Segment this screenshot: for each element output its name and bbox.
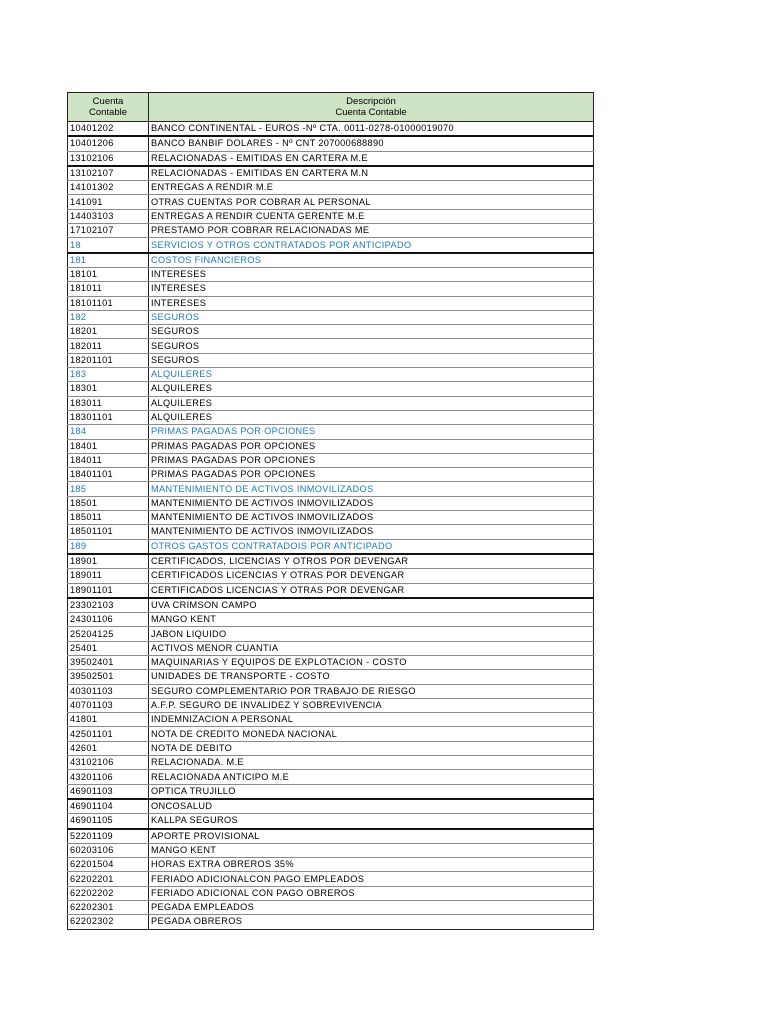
- account-code-cell[interactable]: 46901104: [68, 799, 149, 814]
- account-code-cell[interactable]: 18901: [68, 554, 149, 569]
- table-row: [68, 525, 594, 539]
- table-row: [68, 325, 594, 339]
- accounts-table: [67, 92, 594, 930]
- account-description-cell[interactable]: ALQUILERES: [149, 368, 594, 382]
- account-code-cell[interactable]: 41801: [68, 713, 149, 727]
- account-code-cell[interactable]: 62202202: [68, 886, 149, 900]
- account-description-cell[interactable]: INDEMNIZACION A PERSONAL: [149, 713, 594, 727]
- table-row: [68, 613, 594, 627]
- account-description-cell[interactable]: RELACIONADAS - EMITIDAS EN CARTERA M.E: [149, 151, 594, 166]
- account-code-cell[interactable]: 25401: [68, 641, 149, 655]
- account-code-cell[interactable]: 42501101: [68, 727, 149, 741]
- account-description-cell[interactable]: MANTENIMIENTO DE ACTIVOS INMOVILIZADOS: [149, 525, 594, 539]
- table-row: [68, 122, 594, 137]
- account-code-cell[interactable]: 46901103: [68, 784, 149, 799]
- account-description-cell[interactable]: MANTENIMIENTO DE ACTIVOS INMOVILIZADOS: [149, 511, 594, 525]
- table-row: [68, 627, 594, 641]
- table-row: [68, 296, 594, 310]
- table-row: [68, 886, 594, 900]
- account-code-cell[interactable]: 181: [68, 253, 149, 268]
- account-description-cell[interactable]: SEGUROS: [149, 339, 594, 353]
- account-code-cell[interactable]: 40301103: [68, 684, 149, 698]
- account-code-cell[interactable]: 43102106: [68, 756, 149, 770]
- table-row: [68, 468, 594, 482]
- table-row: [68, 741, 594, 755]
- account-code-cell[interactable]: 14403103: [68, 209, 149, 223]
- account-code-cell[interactable]: 24301106: [68, 613, 149, 627]
- header-col2-line1: Descripción: [346, 96, 396, 107]
- header-col1-line1: Cuenta: [92, 96, 124, 107]
- account-code-cell[interactable]: 18201: [68, 325, 149, 339]
- account-description-cell[interactable]: UVA CRIMSON CAMPO: [149, 598, 594, 613]
- account-code-cell[interactable]: 18401: [68, 439, 149, 453]
- table-row: [68, 598, 594, 613]
- account-code-cell[interactable]: 18301101: [68, 410, 149, 424]
- account-code-cell[interactable]: 62201504: [68, 858, 149, 872]
- table-row: [68, 439, 594, 453]
- account-code-cell[interactable]: 10401206: [68, 136, 149, 151]
- account-description-cell[interactable]: INTERESES: [149, 296, 594, 310]
- account-code-cell[interactable]: 184: [68, 425, 149, 439]
- table-row: [68, 583, 594, 598]
- table-row: [68, 698, 594, 712]
- account-description-cell[interactable]: APORTE PROVISIONAL: [149, 829, 594, 844]
- table-row: [68, 267, 594, 281]
- table-row: [68, 382, 594, 396]
- account-description-cell[interactable]: KALLPA SEGUROS: [149, 814, 594, 829]
- account-description-cell[interactable]: ALQUILERES: [149, 396, 594, 410]
- account-description-cell[interactable]: SEGURO COMPLEMENTARIO POR TRABAJO DE RIESGO: [149, 684, 594, 698]
- account-description-cell[interactable]: RELACIONADA. M.E: [149, 756, 594, 770]
- account-code-cell[interactable]: 62202201: [68, 872, 149, 886]
- table-row: [68, 829, 594, 844]
- account-description-cell[interactable]: ALQUILERES: [149, 410, 594, 424]
- account-code-cell[interactable]: 185011: [68, 511, 149, 525]
- table-row: [68, 784, 594, 799]
- account-code-cell[interactable]: 18401101: [68, 468, 149, 482]
- table-row: [68, 238, 594, 253]
- account-code-cell[interactable]: 40701103: [68, 698, 149, 712]
- table-row: [68, 569, 594, 583]
- header-descripcion[interactable]: [149, 93, 594, 122]
- account-description-cell[interactable]: UNIDADES DE TRANSPORTE - COSTO: [149, 670, 594, 684]
- account-code-cell[interactable]: 189: [68, 539, 149, 554]
- table-row: [68, 713, 594, 727]
- account-code-cell[interactable]: 18101: [68, 267, 149, 281]
- account-code-cell[interactable]: 62202301: [68, 901, 149, 915]
- account-description-cell[interactable]: SERVICIOS Y OTROS CONTRATADOS POR ANTICIPADO: [149, 238, 594, 253]
- account-code-cell[interactable]: 39502401: [68, 655, 149, 669]
- table-row: [68, 151, 594, 166]
- account-code-cell[interactable]: 42601: [68, 741, 149, 755]
- table-row: [68, 224, 594, 238]
- table-row: [68, 166, 594, 181]
- account-description-cell[interactable]: ENTREGAS A RENDIR M.E: [149, 181, 594, 195]
- account-code-cell[interactable]: 60203106: [68, 843, 149, 857]
- table-row: [68, 655, 594, 669]
- account-description-cell[interactable]: FERIADO ADICIONAL CON PAGO OBREROS: [149, 886, 594, 900]
- account-code-cell[interactable]: 43201106: [68, 770, 149, 784]
- account-description-cell[interactable]: RELACIONADA ANTICIPO M.E: [149, 770, 594, 784]
- table-row: [68, 554, 594, 569]
- account-code-cell[interactable]: 18301: [68, 382, 149, 396]
- account-code-cell[interactable]: 189011: [68, 569, 149, 583]
- account-description-cell[interactable]: PEGADA OBREROS: [149, 915, 594, 929]
- account-code-cell[interactable]: 25204125: [68, 627, 149, 641]
- table-row: [68, 539, 594, 554]
- account-description-cell[interactable]: BANCO CONTINENTAL - EUROS -Nº CTA. 0011-0278-01000019070: [149, 122, 594, 137]
- account-code-cell[interactable]: 23302103: [68, 598, 149, 613]
- account-code-cell[interactable]: 185: [68, 482, 149, 496]
- table-row: [68, 684, 594, 698]
- header-col1-line2: Contable: [88, 107, 128, 118]
- account-description-cell[interactable]: CERTIFICADOS LICENCIAS Y OTRAS POR DEVENGAR: [149, 583, 594, 598]
- account-description-cell[interactable]: JABON LIQUIDO: [149, 627, 594, 641]
- account-description-cell[interactable]: ACTIVOS MENOR CUANTIA: [149, 641, 594, 655]
- account-code-cell[interactable]: 18: [68, 238, 149, 253]
- account-code-cell[interactable]: 18201101: [68, 353, 149, 367]
- account-code-cell[interactable]: 14101302: [68, 181, 149, 195]
- account-description-cell[interactable]: MANTENIMIENTO DE ACTIVOS INMOVILIZADOS: [149, 496, 594, 510]
- account-code-cell[interactable]: 141091: [68, 195, 149, 209]
- table-row: [68, 872, 594, 886]
- table-header-row: [68, 93, 594, 122]
- table-row: [68, 727, 594, 741]
- table-row: [68, 253, 594, 268]
- account-description-cell[interactable]: SEGUROS: [149, 325, 594, 339]
- table-row: [68, 482, 594, 496]
- account-description-cell[interactable]: INTERESES: [149, 282, 594, 296]
- table-row: [68, 181, 594, 195]
- table-row: [68, 410, 594, 424]
- table-row: [68, 195, 594, 209]
- account-description-cell[interactable]: CERTIFICADOS, LICENCIAS Y OTROS POR DEVENGAR: [149, 554, 594, 569]
- account-description-cell[interactable]: PRIMAS PAGADAS POR OPCIONES: [149, 439, 594, 453]
- account-description-cell[interactable]: SEGUROS: [149, 310, 594, 324]
- table-row: [68, 670, 594, 684]
- account-code-cell[interactable]: 18501: [68, 496, 149, 510]
- table-body: [68, 122, 594, 930]
- account-code-cell[interactable]: 184011: [68, 453, 149, 467]
- account-description-cell[interactable]: ENTREGAS A RENDIR CUENTA GERENTE M.E: [149, 209, 594, 223]
- table-row: [68, 136, 594, 151]
- account-code-cell[interactable]: 39502501: [68, 670, 149, 684]
- account-description-cell[interactable]: MANGO KENT: [149, 843, 594, 857]
- account-description-cell[interactable]: A.F.P. SEGURO DE INVALIDEZ Y SOBREVIVENCIA: [149, 698, 594, 712]
- table-row: [68, 814, 594, 829]
- table-row: [68, 843, 594, 857]
- table-row: [68, 453, 594, 467]
- account-code-cell[interactable]: 182: [68, 310, 149, 324]
- account-description-cell[interactable]: OPTICA TRUJILLO: [149, 784, 594, 799]
- account-code-cell[interactable]: 18101101: [68, 296, 149, 310]
- account-description-cell[interactable]: RELACIONADAS - EMITIDAS EN CARTERA M.N: [149, 166, 594, 181]
- account-description-cell[interactable]: CERTIFICADOS LICENCIAS Y OTRAS POR DEVENGAR: [149, 569, 594, 583]
- account-description-cell[interactable]: MAQUINARIAS Y EQUIPOS DE EXPLOTACION - COSTO: [149, 655, 594, 669]
- account-code-cell[interactable]: 62202302: [68, 915, 149, 929]
- account-description-cell[interactable]: PRIMAS PAGADAS POR OPCIONES: [149, 453, 594, 467]
- table-row: [68, 858, 594, 872]
- account-code-cell[interactable]: 52201109: [68, 829, 149, 844]
- account-description-cell[interactable]: BANCO BANBIF DOLARES - Nº CNT 207000688890: [149, 136, 594, 151]
- table-row: [68, 353, 594, 367]
- account-description-cell[interactable]: PRESTAMO POR COBRAR RELACIONADAS ME: [149, 224, 594, 238]
- table-row: [68, 282, 594, 296]
- account-code-cell[interactable]: 18501101: [68, 525, 149, 539]
- table-row: [68, 770, 594, 784]
- account-description-cell[interactable]: INTERESES: [149, 267, 594, 281]
- table-row: [68, 496, 594, 510]
- table-row: [68, 310, 594, 324]
- account-description-cell[interactable]: FERIADO ADICIONALCON PAGO EMPLEADOS: [149, 872, 594, 886]
- header-cuenta-contable[interactable]: [68, 93, 149, 122]
- table-row: [68, 915, 594, 929]
- account-code-cell[interactable]: 181011: [68, 282, 149, 296]
- account-description-cell[interactable]: HORAS EXTRA OBREROS 35%: [149, 858, 594, 872]
- account-description-cell[interactable]: MANTENIMIENTO DE ACTIVOS INMOVILIZADOS: [149, 482, 594, 496]
- account-code-cell[interactable]: 10401202: [68, 122, 149, 137]
- table-row: [68, 799, 594, 814]
- account-code-cell[interactable]: 17102107: [68, 224, 149, 238]
- account-code-cell[interactable]: 183: [68, 368, 149, 382]
- account-code-cell[interactable]: 46901105: [68, 814, 149, 829]
- table-row: [68, 339, 594, 353]
- header-col2-line2: Cuenta Contable: [335, 107, 407, 118]
- account-description-cell[interactable]: OTROS GASTOS CONTRATADOIS POR ANTICIPADO: [149, 539, 594, 554]
- account-description-cell[interactable]: PRIMAS PAGADAS POR OPCIONES: [149, 425, 594, 439]
- account-description-cell[interactable]: PRIMAS PAGADAS POR OPCIONES: [149, 468, 594, 482]
- account-description-cell[interactable]: MANGO KENT: [149, 613, 594, 627]
- account-code-cell[interactable]: 13102107: [68, 166, 149, 181]
- account-description-cell[interactable]: ALQUILERES: [149, 382, 594, 396]
- account-description-cell[interactable]: SEGUROS: [149, 353, 594, 367]
- account-code-cell[interactable]: 182011: [68, 339, 149, 353]
- account-description-cell[interactable]: ONCOSALUD: [149, 799, 594, 814]
- table-row: [68, 209, 594, 223]
- table-row: [68, 641, 594, 655]
- table-row: [68, 901, 594, 915]
- account-description-cell[interactable]: OTRAS CUENTAS POR COBRAR AL PERSONAL: [149, 195, 594, 209]
- table-row: [68, 368, 594, 382]
- account-code-cell[interactable]: 18901101: [68, 583, 149, 598]
- table-row: [68, 511, 594, 525]
- account-description-cell[interactable]: COSTOS FINANCIEROS: [149, 253, 594, 268]
- account-description-cell[interactable]: NOTA DE DEBITO: [149, 741, 594, 755]
- table-row: [68, 425, 594, 439]
- account-code-cell[interactable]: 183011: [68, 396, 149, 410]
- spreadsheet-sheet: [67, 92, 593, 930]
- table-row: [68, 396, 594, 410]
- account-description-cell[interactable]: PEGADA EMPLEADOS: [149, 901, 594, 915]
- account-code-cell[interactable]: 13102106: [68, 151, 149, 166]
- account-description-cell[interactable]: NOTA DE CREDITO MONEDA NACIONAL: [149, 727, 594, 741]
- table-row: [68, 756, 594, 770]
